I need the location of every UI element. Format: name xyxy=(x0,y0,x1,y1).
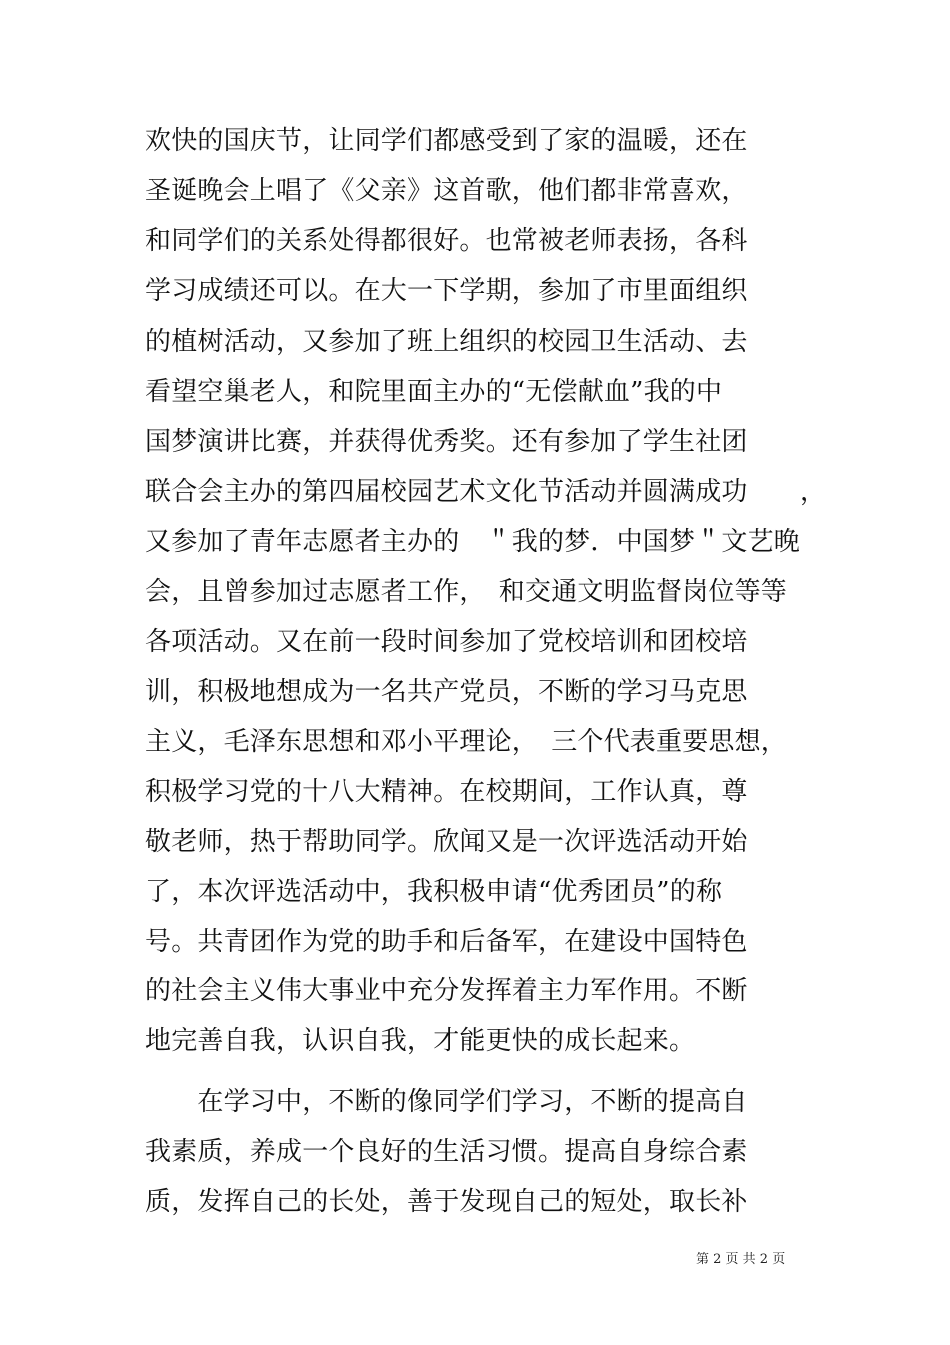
paragraph-line: 在学习中，不断的像同学们学习，不断的提高自 xyxy=(145,1087,748,1117)
paragraph-line: 和同学们的关系处得都很好。也常被老师表扬，各科 xyxy=(145,226,748,256)
paragraph-line: 训，积极地想成为一名共产党员，不断的学习马克思 xyxy=(145,677,748,707)
paragraph-line: 敬老师，热于帮助同学。欣闻又是一次评选活动开始 xyxy=(145,827,748,857)
paragraph-line: 地完善自我，认识自我，才能更快的成长起来。 xyxy=(145,1026,696,1056)
paragraph-line: 会，且曾参加过志愿者工作， 和交通文明监督岗位等等 xyxy=(145,577,788,607)
paragraph-line: 学习成绩还可以。在大一下学期，参加了市里面组织 xyxy=(145,276,748,306)
paragraph-line: 我素质，养成一个良好的生活习惯。提高自身综合素 xyxy=(145,1137,748,1167)
paragraph-line: 各项活动。又在前一段时间参加了党校培训和团校培 xyxy=(145,627,748,657)
paragraph-line: 号。共青团作为党的助手和后备军，在建设中国特色 xyxy=(145,927,748,957)
paragraph-line: 的植树活动，又参加了班上组织的校园卫生活动、去 xyxy=(145,327,748,357)
paragraph-line: 了，本次评选活动中，我积极申请“优秀团员”的称 xyxy=(145,877,723,907)
paragraph-line: 主义，毛泽东思想和邓小平理论， 三个代表重要思想， xyxy=(145,727,788,757)
paragraph-line: 联合会主办的第四届校园艺术文化节活动并圆满成功 ， xyxy=(145,477,827,507)
paragraph-line: 圣诞晚会上唱了《父亲》这首歌，他们都非常喜欢， xyxy=(145,176,748,206)
paragraph-line: 积极学习党的十八大精神。在校期间，工作认真，尊 xyxy=(145,777,748,807)
page-number-footer: 第 2 页 共 2 页 xyxy=(696,1252,786,1267)
paragraph-line: 看望空巢老人，和院里面主办的“无偿献血”我的中 xyxy=(145,377,723,407)
paragraph-line: 欢快的国庆节，让同学们都感受到了家的温暖，还在 xyxy=(145,126,748,156)
paragraph-line: 又参加了青年志愿者主办的 ＂我的梦．中国梦＂文艺晚 xyxy=(145,527,801,557)
paragraph-line: 国梦演讲比赛，并获得优秀奖。还有参加了学生社团 xyxy=(145,427,748,457)
paragraph-line: 质，发挥自己的长处，善于发现自己的短处，取长补 xyxy=(145,1187,748,1217)
paragraph-line: 的社会主义伟大事业中充分发挥着主力军作用。不断 xyxy=(145,976,748,1006)
